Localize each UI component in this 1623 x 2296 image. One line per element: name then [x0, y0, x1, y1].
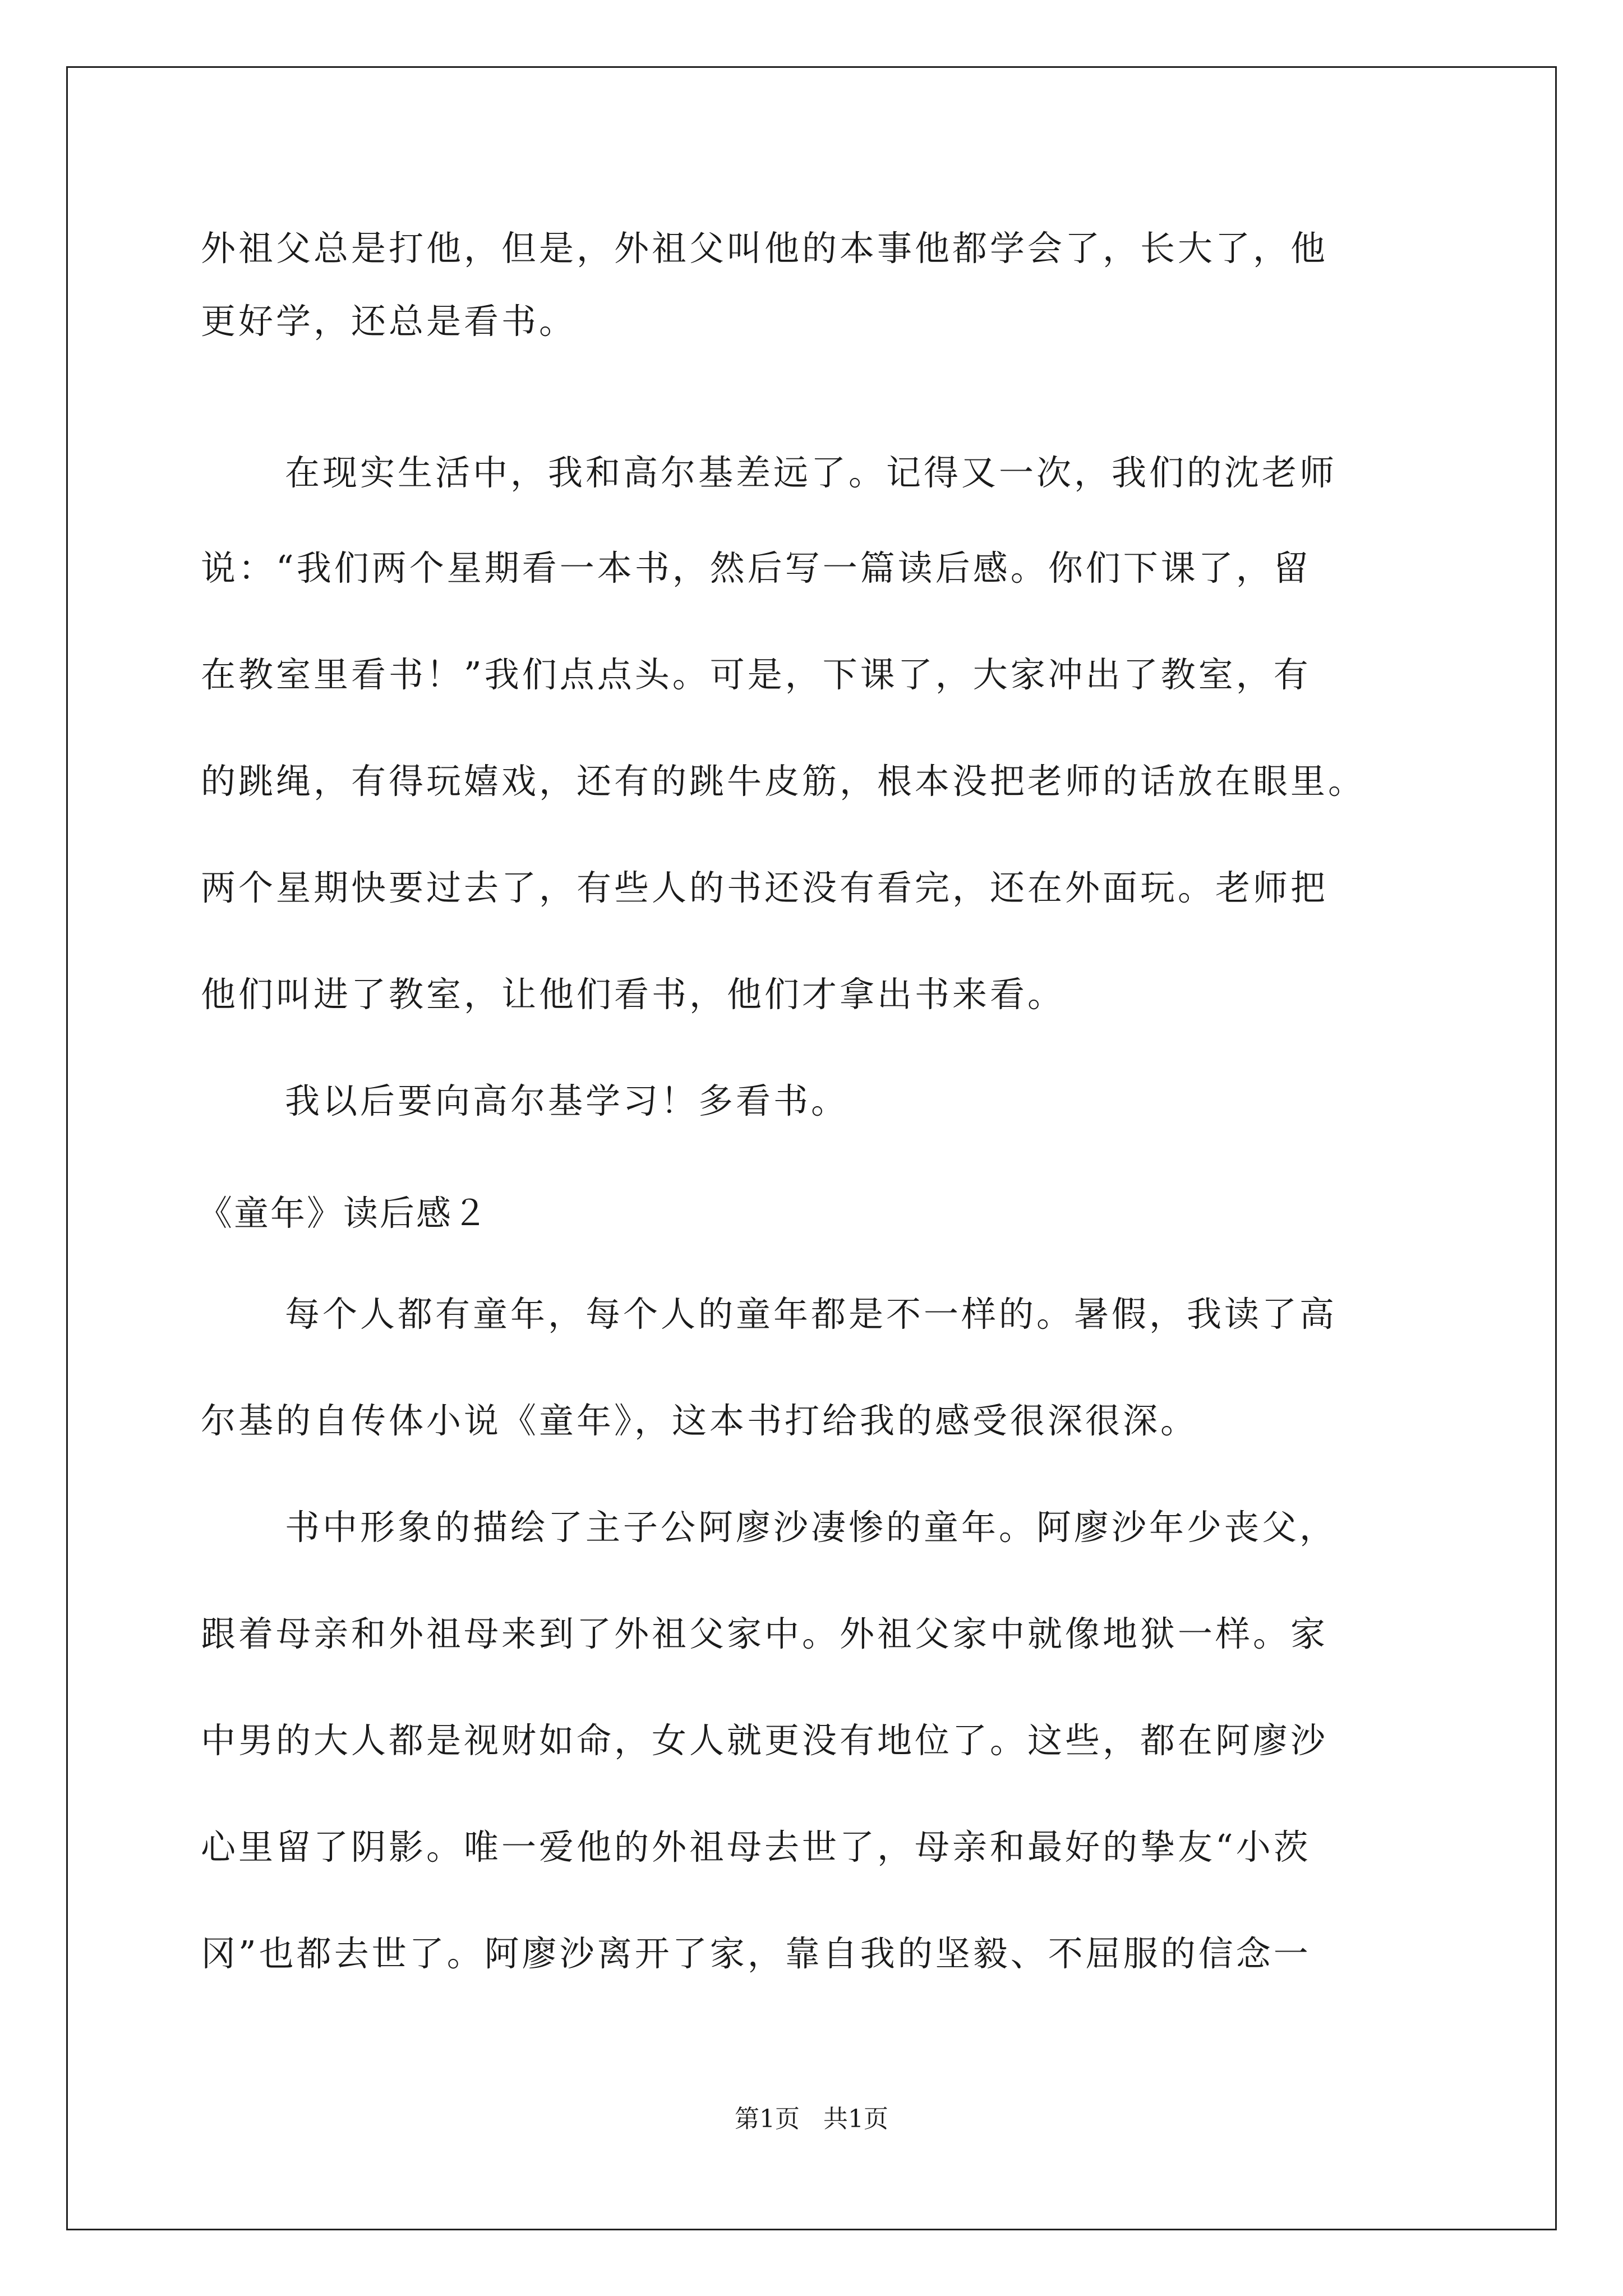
text-line-8: 他们叫进了教室，让他们看书，他们才拿出书来看。	[201, 974, 1066, 1015]
text-line-13: 跟着母亲和外祖母来到了外祖父家中。外祖父家中就像地狱一样。家	[201, 1613, 1329, 1654]
text-line-2: 更好学，还总是看书。	[201, 301, 577, 342]
text-line-10: 每个人都有童年，每个人的童年都是不一样的。暑假，我读了高	[285, 1294, 1338, 1335]
text-line-4: 说：“我们两个星期看一本书，然后写一篇读后感。你们下课了，留	[201, 547, 1311, 588]
text-line-3: 在现实生活中，我和高尔基差远了。记得又一次，我们的沈老师	[285, 452, 1338, 493]
page-border	[66, 66, 1557, 2230]
text-line-7: 两个星期快要过去了，有些人的书还没有看完，还在外面玩。老师把	[201, 867, 1329, 908]
page-footer: 第1页 共1页	[735, 2105, 888, 2133]
text-line-12: 书中形象的描绘了主子公阿廖沙凄惨的童年。阿廖沙年少丧父，	[285, 1507, 1338, 1548]
text-line-11: 尔基的自传体小说《童年》，这本书打给我的感受很深很深。	[201, 1400, 1198, 1441]
text-line-14: 中男的大人都是视财如命，女人就更没有地位了。这些，都在阿廖沙	[201, 1720, 1329, 1761]
text-line-1: 外祖父总是打他，但是，外祖父叫他的本事他都学会了，长大了，他	[201, 228, 1329, 269]
text-line-5: 在教室里看书！”我们点点头。可是，下课了，大家冲出了教室，有	[201, 654, 1311, 695]
section-heading: 《童年》读后感２	[197, 1193, 490, 1234]
text-line-16: 冈”也都去世了。阿廖沙离开了家，靠自我的坚毅、不屈服的信念一	[201, 1933, 1311, 1974]
text-line-6: 的跳绳，有得玩嬉戏，还有的跳牛皮筋，根本没把老师的话放在眼里。	[201, 761, 1366, 802]
text-line-15: 心里留了阴影。唯一爱他的外祖母去世了，母亲和最好的挚友“小茨	[201, 1826, 1311, 1867]
text-line-9: 我以后要向高尔基学习！多看书。	[285, 1080, 849, 1121]
